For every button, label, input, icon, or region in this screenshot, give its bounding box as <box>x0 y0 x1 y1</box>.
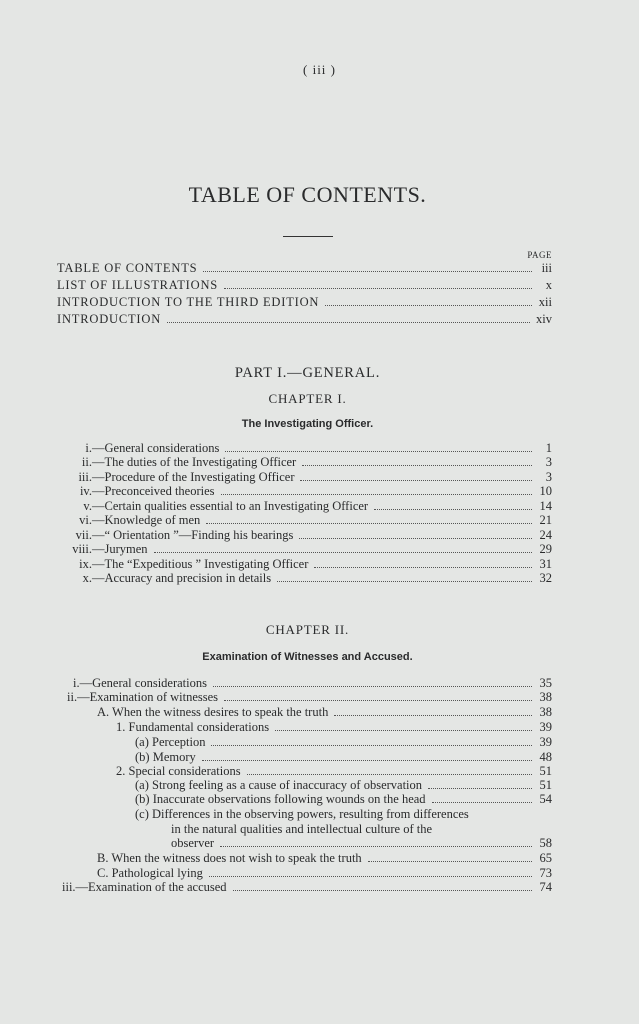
toc-entry <box>40 571 552 586</box>
toc-entry <box>40 528 552 543</box>
toc-entry <box>57 312 552 327</box>
dot-leader <box>299 538 532 539</box>
toc-entry-page: 35 <box>539 676 552 690</box>
dot-leader <box>203 271 532 272</box>
dot-leader <box>432 802 532 803</box>
toc-entry-label: INTRODUCTION <box>57 312 162 326</box>
toc-entry-label: C. Pathological lying <box>97 866 203 880</box>
dot-leader <box>220 846 532 847</box>
toc-entry-page: 39 <box>539 735 552 749</box>
part-heading: PART I.—GENERAL. <box>234 365 381 381</box>
toc-entry-label: —Preconceived theories <box>92 484 215 498</box>
toc-entry-label: B. When the witness does not wish to speak the truth <box>97 851 362 865</box>
dot-leader <box>224 288 532 289</box>
toc-entry-label: —The duties of the Investigating Officer <box>92 455 297 469</box>
dot-leader <box>428 788 532 789</box>
toc-entry-page: 65 <box>539 851 552 865</box>
toc-entry-label-line: (c) Differences in the observing powers, resulting from differences <box>135 807 469 821</box>
toc-entry-label: (b) Memory <box>135 750 196 764</box>
dot-leader <box>302 465 532 466</box>
toc-entry <box>73 676 552 691</box>
toc-entry-page: 21 <box>539 513 552 527</box>
page-title: TABLE OF CONTENTS. <box>188 182 427 207</box>
toc-entry <box>171 836 552 851</box>
toc-entry-label: 1. Fundamental considerations <box>116 720 270 734</box>
toc-entry-number: x. <box>82 571 92 585</box>
chapter-heading: CHAPTER II. <box>265 622 350 637</box>
toc-entry <box>40 470 552 485</box>
dot-leader <box>206 523 532 524</box>
toc-entry-label: (a) Perception <box>135 735 206 749</box>
toc-entry <box>135 750 552 765</box>
toc-entry-label: observer <box>171 836 215 850</box>
dot-leader <box>154 552 532 553</box>
toc-entry-label: —Accuracy and precision in details <box>92 571 272 585</box>
dot-leader <box>368 861 532 862</box>
toc-entry <box>97 866 552 881</box>
toc-entry <box>40 455 552 470</box>
toc-entry <box>40 557 552 572</box>
toc-entry <box>67 690 552 705</box>
toc-entry-page: 74 <box>539 880 552 894</box>
toc-entry-page: 24 <box>539 528 552 542</box>
toc-entry-number: vi. <box>79 513 92 527</box>
toc-entry-page: 3 <box>545 455 552 469</box>
toc-entry <box>57 295 552 310</box>
toc-entry <box>62 880 552 895</box>
toc-entry-number: vii. <box>75 528 92 542</box>
toc-entry-label: —Certain qualities essential to an Investigating Officer <box>92 499 369 513</box>
toc-entry <box>116 720 552 735</box>
toc-entry-page: 39 <box>539 720 552 734</box>
toc-entry <box>57 261 552 276</box>
chapter-subtitle: The Investigating Officer. <box>241 418 374 430</box>
toc-entry <box>135 778 552 793</box>
toc-entry-page: 58 <box>539 836 552 850</box>
dot-leader <box>300 480 532 481</box>
toc-entry <box>116 764 552 779</box>
toc-entry-label: —Jurymen <box>92 542 148 556</box>
chapter-heading: CHAPTER I. <box>268 391 347 406</box>
dot-leader <box>213 686 532 687</box>
toc-entry-label: —The “Expeditious ” Investigating Officer <box>92 557 309 571</box>
toc-entry-label: A. When the witness desires to speak the truth <box>97 705 329 719</box>
toc-entry-page: xii <box>538 295 552 309</box>
toc-entry-page: xiv <box>536 312 552 326</box>
dot-leader <box>247 774 532 775</box>
toc-entry-page: 14 <box>539 499 552 513</box>
toc-entry <box>97 705 552 720</box>
toc-entry-label: —Procedure of the Investigating Officer <box>92 470 295 484</box>
toc-entry-page: 3 <box>545 470 552 484</box>
toc-entry-number: v. <box>83 499 92 513</box>
dot-leader <box>202 760 532 761</box>
toc-entry-label: ii.—Examination of witnesses <box>67 690 219 704</box>
title-divider <box>283 236 333 237</box>
dot-leader <box>225 451 532 452</box>
toc-entry-label: (a) Strong feeling as a cause of inaccuracy of observation <box>135 778 423 792</box>
toc-entry-label: INTRODUCTION TO THE THIRD EDITION <box>57 295 320 309</box>
toc-entry <box>97 851 552 866</box>
toc-entry-page: 32 <box>539 571 552 585</box>
chapter-subtitle: Examination of Witnesses and Accused. <box>202 651 413 663</box>
toc-entry <box>135 735 552 750</box>
toc-entry-page: 73 <box>539 866 552 880</box>
dot-leader <box>209 876 532 877</box>
toc-entry-page: 54 <box>539 792 552 806</box>
toc-entry-page: 51 <box>539 778 552 792</box>
toc-entry-label: LIST OF ILLUSTRATIONS <box>57 278 219 292</box>
toc-entry-label: (b) Inaccurate observations following wounds on the head <box>135 792 426 806</box>
dot-leader <box>277 581 532 582</box>
toc-entry <box>57 278 552 293</box>
dot-leader <box>314 567 532 568</box>
toc-entry-page: 51 <box>539 764 552 778</box>
toc-entry-page: x <box>545 278 552 292</box>
toc-entry-page: 10 <box>539 484 552 498</box>
toc-entry-number: ix. <box>79 557 92 571</box>
toc-entry-label: TABLE OF CONTENTS <box>57 261 198 275</box>
toc-entry-number: iii. <box>78 470 92 484</box>
toc-entry <box>135 792 552 807</box>
dot-leader <box>167 322 530 323</box>
toc-entry-label: —“ Orientation ”—Finding his bearings <box>92 528 294 542</box>
dot-leader <box>211 745 532 746</box>
toc-entry-page: iii <box>541 261 552 275</box>
toc-entry-number: ii. <box>81 455 92 469</box>
dot-leader <box>325 305 532 306</box>
toc-entry <box>40 499 552 514</box>
page-column-label: PAGE <box>527 250 552 260</box>
dot-leader <box>221 494 532 495</box>
toc-entry-page: 48 <box>539 750 552 764</box>
toc-entry <box>40 513 552 528</box>
toc-entry <box>40 441 552 456</box>
toc-entry-number: viii. <box>72 542 92 556</box>
dot-leader <box>224 700 532 701</box>
toc-entry-page: 1 <box>545 441 552 455</box>
toc-entry-page: 38 <box>539 690 552 704</box>
dot-leader <box>334 715 532 716</box>
toc-entry-number: i. <box>85 441 92 455</box>
toc-entry-label: —General considerations <box>92 441 220 455</box>
page-number: ( iii ) <box>303 62 336 77</box>
dot-leader <box>233 890 532 891</box>
toc-entry <box>40 484 552 499</box>
toc-entry-label-line: in the natural qualities and intellectual culture of the <box>171 822 433 836</box>
toc-entry-page: 31 <box>539 557 552 571</box>
dot-leader <box>275 730 532 731</box>
toc-entry-label: 2. Special considerations <box>116 764 241 778</box>
toc-entry-label: iii.—Examination of the accused <box>62 880 227 894</box>
toc-entry-page: 29 <box>539 542 552 556</box>
toc-entry-number: iv. <box>79 484 92 498</box>
dot-leader <box>374 509 532 510</box>
toc-entry-label: i.—General considerations <box>73 676 207 690</box>
toc-entry <box>40 542 552 557</box>
toc-entry-page: 38 <box>539 705 552 719</box>
toc-entry-label: —Knowledge of men <box>92 513 201 527</box>
